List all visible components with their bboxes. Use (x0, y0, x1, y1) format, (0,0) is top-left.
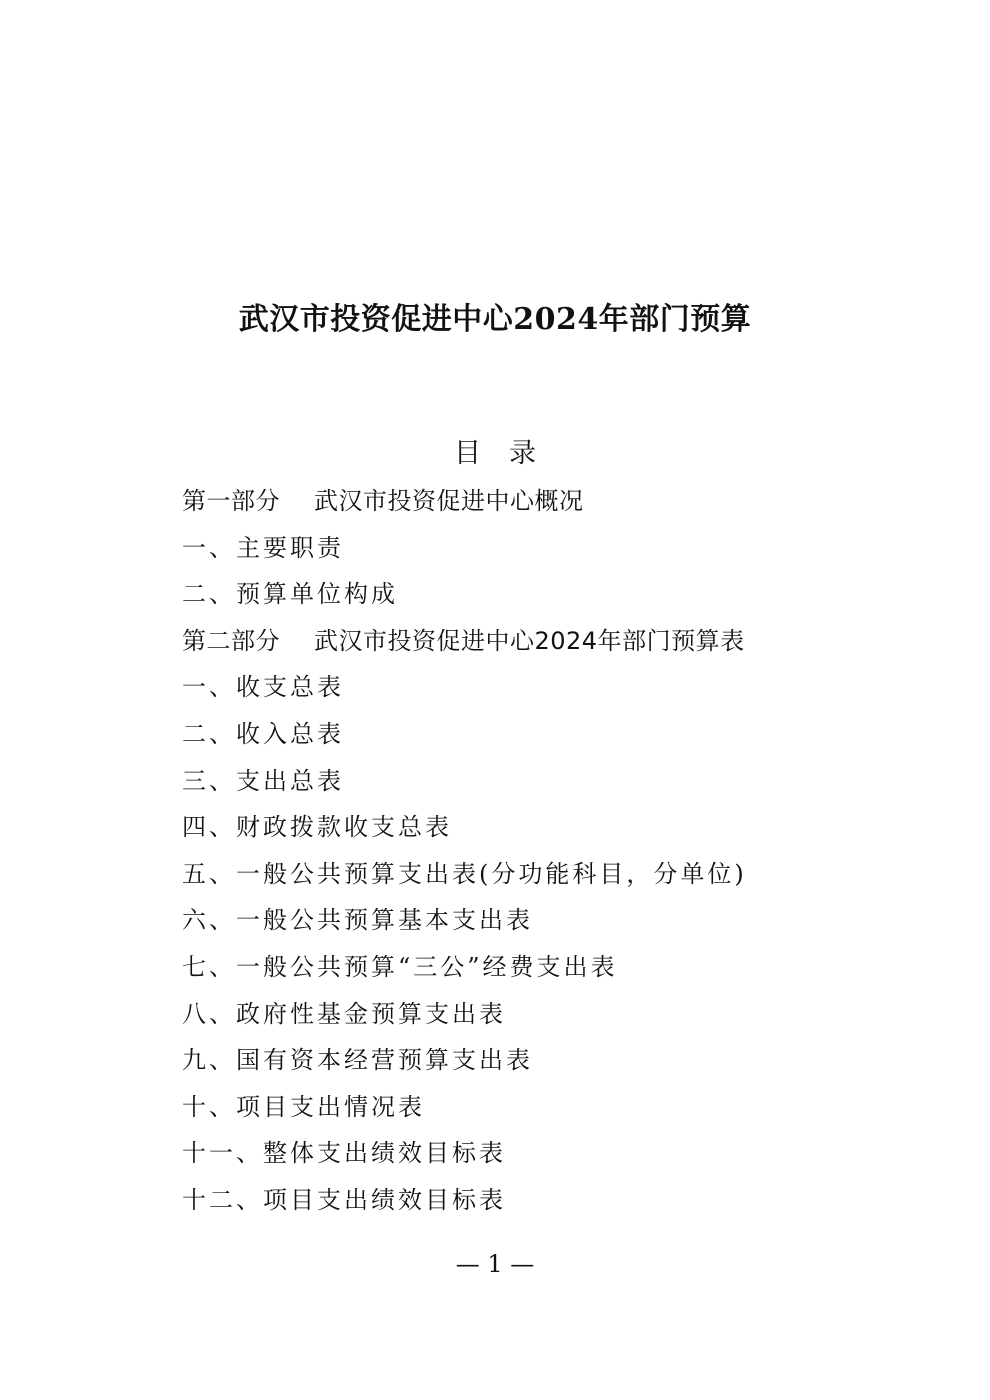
document-title: 武汉市投资促进中心2024年部门预算 (238, 302, 752, 337)
table-of-contents (182, 478, 942, 1224)
toc-heading-right: 录 (509, 438, 536, 469)
toc-item[interactable]: 二、预算单位构成 (182, 580, 398, 609)
toc-item[interactable]: 八、政府性基金预算支出表 (182, 999, 506, 1028)
page-number: — 1 — (455, 1250, 535, 1278)
toc-part-1[interactable] (182, 478, 942, 525)
toc-heading (0, 432, 990, 476)
toc-part-2[interactable] (182, 618, 942, 665)
toc-item[interactable]: 七、一般公共预算“三公”经费支出表 (182, 952, 618, 981)
toc-item[interactable]: 九、国有资本经营预算支出表 (182, 1046, 533, 1075)
toc-part-1-label: 第一部分 (182, 487, 280, 515)
toc-item[interactable]: 十二、项目支出绩效目标表 (182, 1185, 506, 1214)
toc-part-1-title: 武汉市投资促进中心概况 (314, 487, 584, 515)
toc-item[interactable]: 一、主要职责 (182, 533, 344, 562)
toc-item[interactable]: 六、一般公共预算基本支出表 (182, 906, 533, 935)
toc-part-2-title: 武汉市投资促进中心2024年部门预算表 (314, 626, 745, 655)
toc-item[interactable]: 十一、整体支出绩效目标表 (182, 1139, 506, 1168)
toc-item[interactable]: 四、财政拨款收支总表 (182, 813, 452, 842)
toc-item[interactable]: 十、项目支出情况表 (182, 1092, 425, 1121)
toc-item[interactable]: 五、一般公共预算支出表(分功能科目，分单位) (182, 859, 747, 888)
toc-part-2-label: 第二部分 (182, 626, 280, 655)
toc-item[interactable]: 二、收入总表 (182, 719, 344, 748)
toc-item[interactable]: 一、收支总表 (182, 673, 344, 702)
toc-item[interactable]: 三、支出总表 (182, 766, 344, 795)
toc-heading-left: 目 (454, 438, 481, 469)
